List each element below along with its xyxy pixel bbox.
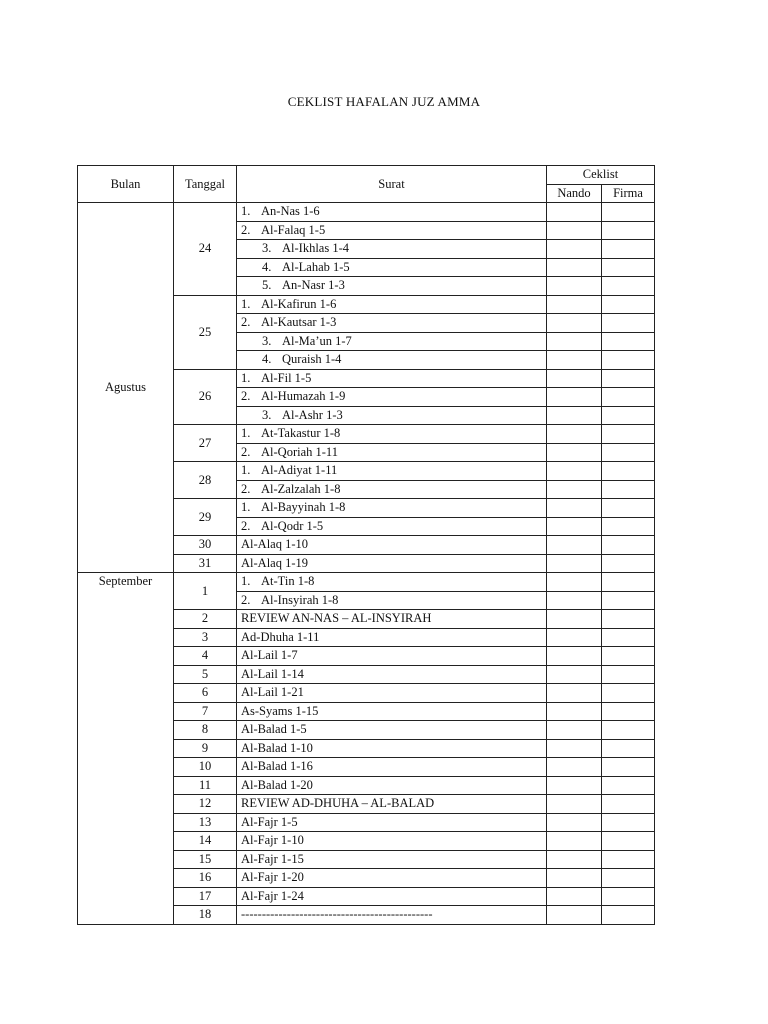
header-tanggal: Tanggal — [174, 166, 237, 203]
check-cell-firma[interactable] — [602, 517, 655, 536]
date-cell: 26 — [174, 369, 237, 425]
document-title: CEKLIST HAFALAN JUZ AMMA — [287, 94, 481, 109]
surah-label: Al-Ma’un 1-7 — [282, 333, 352, 348]
surah-cell — [237, 221, 547, 240]
surah-label: Quraish 1-4 — [282, 352, 342, 367]
date-cell: 29 — [174, 499, 237, 536]
item-number: 2. — [241, 592, 251, 607]
surah-label: Al-Humazah 1-9 — [261, 389, 346, 404]
check-cell-nando[interactable] — [547, 462, 602, 481]
item-number: 1. — [241, 500, 251, 515]
check-cell-firma[interactable] — [602, 813, 655, 832]
check-cell-firma[interactable] — [602, 314, 655, 333]
surah-cell — [237, 406, 547, 425]
check-cell-nando[interactable] — [547, 203, 602, 222]
date-cell: 11 — [174, 776, 237, 795]
surah-cell — [237, 573, 547, 592]
surah-cell — [237, 554, 547, 573]
check-cell-firma[interactable] — [602, 591, 655, 610]
surah-label: Al-Zalzalah 1-8 — [261, 481, 341, 496]
check-cell-firma[interactable] — [602, 887, 655, 906]
surah-cell — [237, 536, 547, 555]
item-number: 3. — [262, 241, 272, 256]
surah-cell — [237, 499, 547, 518]
check-cell-nando[interactable] — [547, 869, 602, 888]
surah-cell — [237, 906, 547, 925]
item-number: 1. — [241, 574, 251, 589]
surah-cell — [237, 684, 547, 703]
check-cell-firma[interactable] — [602, 665, 655, 684]
check-cell-nando[interactable] — [547, 332, 602, 351]
surah-cell — [237, 591, 547, 610]
surah-cell — [237, 462, 547, 481]
surah-cell — [237, 869, 547, 888]
surah-cell — [237, 351, 547, 370]
check-cell-nando[interactable] — [547, 795, 602, 814]
surah-label: Al-Insyirah 1-8 — [261, 592, 339, 607]
check-cell-nando[interactable] — [547, 721, 602, 740]
item-number: 4. — [262, 352, 272, 367]
check-cell-nando[interactable] — [547, 258, 602, 277]
surah-label: Al-Bayyinah 1-8 — [261, 500, 346, 515]
surah-label: Ad-Dhuha 1-11 — [241, 629, 320, 644]
check-cell-firma[interactable] — [602, 628, 655, 647]
check-cell-nando[interactable] — [547, 813, 602, 832]
date-cell: 24 — [174, 203, 237, 296]
check-cell-nando[interactable] — [547, 517, 602, 536]
surah-cell — [237, 647, 547, 666]
check-cell-nando[interactable] — [547, 850, 602, 869]
surah-label: Al-Alaq 1-10 — [241, 537, 308, 552]
surah-cell — [237, 332, 547, 351]
date-cell: 27 — [174, 425, 237, 462]
date-cell: 14 — [174, 832, 237, 851]
check-cell-firma[interactable] — [602, 406, 655, 425]
date-cell: 15 — [174, 850, 237, 869]
check-cell-firma[interactable] — [602, 758, 655, 777]
surah-cell — [237, 628, 547, 647]
surah-cell — [237, 739, 547, 758]
surah-cell — [237, 443, 547, 462]
check-cell-nando[interactable] — [547, 277, 602, 296]
check-cell-nando[interactable] — [547, 369, 602, 388]
surah-label: REVIEW AD-DHUHA – AL-BALAD — [241, 796, 435, 811]
surah-cell — [237, 480, 547, 499]
check-cell-nando[interactable] — [547, 351, 602, 370]
item-number: 3. — [262, 333, 272, 348]
check-cell-firma[interactable] — [602, 610, 655, 629]
surah-cell — [237, 388, 547, 407]
surah-label: Al-Ashr 1-3 — [282, 407, 343, 422]
check-cell-nando[interactable] — [547, 425, 602, 444]
header-ceklist: Ceklist — [547, 166, 655, 185]
check-cell-firma[interactable] — [602, 203, 655, 222]
check-cell-firma[interactable] — [602, 573, 655, 592]
item-number: 1. — [241, 463, 251, 478]
check-cell-nando[interactable] — [547, 665, 602, 684]
surah-label: At-Takastur 1-8 — [261, 426, 341, 441]
check-cell-firma[interactable] — [602, 647, 655, 666]
date-cell: 3 — [174, 628, 237, 647]
check-cell-firma[interactable] — [602, 351, 655, 370]
check-cell-nando[interactable] — [547, 628, 602, 647]
surah-cell — [237, 258, 547, 277]
table-body — [78, 203, 655, 925]
checklist-table — [77, 165, 655, 925]
check-cell-firma[interactable] — [602, 480, 655, 499]
check-cell-nando[interactable] — [547, 647, 602, 666]
check-cell-firma[interactable] — [602, 832, 655, 851]
surah-label: Al-Kafirun 1-6 — [261, 296, 337, 311]
check-cell-nando[interactable] — [547, 591, 602, 610]
header-nando: Nando — [547, 184, 602, 203]
surah-label: Al-Alaq 1-19 — [241, 555, 308, 570]
surah-label: Al-Lail 1-7 — [241, 648, 298, 663]
item-number: 1. — [241, 204, 251, 219]
table-row — [78, 203, 655, 222]
check-cell-nando[interactable] — [547, 221, 602, 240]
date-cell: 1 — [174, 573, 237, 610]
check-cell-firma[interactable] — [602, 295, 655, 314]
check-cell-firma[interactable] — [602, 499, 655, 518]
surah-cell — [237, 721, 547, 740]
surah-cell — [237, 776, 547, 795]
surah-label: Al-Ikhlas 1-4 — [282, 241, 349, 256]
surah-cell — [237, 517, 547, 536]
date-cell: 9 — [174, 739, 237, 758]
check-cell-nando[interactable] — [547, 832, 602, 851]
check-cell-firma[interactable] — [602, 221, 655, 240]
check-cell-nando[interactable] — [547, 295, 602, 314]
month-cell: September — [78, 573, 174, 925]
surah-cell — [237, 425, 547, 444]
surah-cell — [237, 295, 547, 314]
date-cell: 2 — [174, 610, 237, 629]
surah-label: At-Tin 1-8 — [261, 574, 315, 589]
date-cell: 17 — [174, 887, 237, 906]
check-cell-firma[interactable] — [602, 388, 655, 407]
surah-cell — [237, 369, 547, 388]
surah-label: Al-Adiyat 1-11 — [261, 463, 338, 478]
surah-cell — [237, 887, 547, 906]
surah-label: Al-Qoriah 1-11 — [261, 444, 338, 459]
check-cell-firma[interactable] — [602, 425, 655, 444]
surah-label: Al-Fil 1-5 — [261, 370, 312, 385]
surah-cell — [237, 277, 547, 296]
surah-label: Al-Kautsar 1-3 — [261, 315, 337, 330]
header-bulan: Bulan — [78, 166, 174, 203]
check-cell-firma[interactable] — [602, 536, 655, 555]
check-cell-nando[interactable] — [547, 443, 602, 462]
surah-label: Al-Fajr 1-24 — [241, 888, 304, 903]
date-cell: 31 — [174, 554, 237, 573]
item-number: 2. — [241, 518, 251, 533]
check-cell-firma[interactable] — [602, 702, 655, 721]
surah-label: Al-Fajr 1-15 — [241, 851, 304, 866]
item-number: 5. — [262, 278, 272, 293]
check-cell-nando[interactable] — [547, 499, 602, 518]
surah-label: Al-Lahab 1-5 — [282, 259, 350, 274]
check-cell-firma[interactable] — [602, 721, 655, 740]
header-surat: Surat — [237, 166, 547, 203]
surah-label: Al-Balad 1-16 — [241, 759, 313, 774]
check-cell-nando[interactable] — [547, 702, 602, 721]
surah-label: Al-Lail 1-21 — [241, 685, 304, 700]
check-cell-firma[interactable] — [602, 795, 655, 814]
surah-cell — [237, 240, 547, 259]
check-cell-nando[interactable] — [547, 480, 602, 499]
check-cell-nando[interactable] — [547, 739, 602, 758]
date-cell: 18 — [174, 906, 237, 925]
header-firma: Firma — [602, 184, 655, 203]
surah-cell — [237, 314, 547, 333]
date-cell: 30 — [174, 536, 237, 555]
check-cell-firma[interactable] — [602, 332, 655, 351]
check-cell-nando[interactable] — [547, 610, 602, 629]
check-cell-firma[interactable] — [602, 869, 655, 888]
date-cell: 13 — [174, 813, 237, 832]
surah-label: An-Nasr 1-3 — [282, 278, 345, 293]
check-cell-firma[interactable] — [602, 277, 655, 296]
item-number: 2. — [241, 315, 251, 330]
date-cell: 16 — [174, 869, 237, 888]
check-cell-nando[interactable] — [547, 388, 602, 407]
date-cell: 6 — [174, 684, 237, 703]
item-number: 2. — [241, 481, 251, 496]
surah-label: Al-Fajr 1-20 — [241, 870, 304, 885]
check-cell-firma[interactable] — [602, 739, 655, 758]
check-cell-nando[interactable] — [547, 536, 602, 555]
month-cell: Agustus — [78, 203, 174, 573]
check-cell-firma[interactable] — [602, 462, 655, 481]
check-cell-firma[interactable] — [602, 850, 655, 869]
item-number: 3. — [262, 407, 272, 422]
surah-cell — [237, 203, 547, 222]
surah-label: Al-Balad 1-10 — [241, 740, 313, 755]
surah-label: As-Syams 1-15 — [241, 703, 319, 718]
check-cell-nando[interactable] — [547, 906, 602, 925]
check-cell-firma[interactable] — [602, 240, 655, 259]
item-number: 4. — [262, 259, 272, 274]
surah-cell — [237, 795, 547, 814]
header-row — [78, 166, 655, 185]
surah-cell — [237, 702, 547, 721]
surah-label: An-Nas 1-6 — [261, 204, 320, 219]
check-cell-firma[interactable] — [602, 443, 655, 462]
surah-label: Al-Falaq 1-5 — [261, 222, 326, 237]
item-number: 2. — [241, 389, 251, 404]
check-cell-nando[interactable] — [547, 684, 602, 703]
surah-label: Al-Lail 1-14 — [241, 666, 304, 681]
item-number: 1. — [241, 296, 251, 311]
item-number: 2. — [241, 444, 251, 459]
date-cell: 7 — [174, 702, 237, 721]
date-cell: 5 — [174, 665, 237, 684]
check-cell-nando[interactable] — [547, 314, 602, 333]
surah-label: Al-Fajr 1-10 — [241, 833, 304, 848]
surah-cell — [237, 610, 547, 629]
check-cell-nando[interactable] — [547, 240, 602, 259]
check-cell-firma[interactable] — [602, 554, 655, 573]
check-cell-nando[interactable] — [547, 887, 602, 906]
date-cell: 12 — [174, 795, 237, 814]
item-number: 1. — [241, 370, 251, 385]
check-cell-nando[interactable] — [547, 573, 602, 592]
item-number: 1. — [241, 426, 251, 441]
date-cell: 8 — [174, 721, 237, 740]
date-cell: 25 — [174, 295, 237, 369]
date-cell: 4 — [174, 647, 237, 666]
surah-cell — [237, 665, 547, 684]
item-number: 2. — [241, 222, 251, 237]
surah-cell — [237, 813, 547, 832]
check-cell-firma[interactable] — [602, 776, 655, 795]
check-cell-firma[interactable] — [602, 258, 655, 277]
check-cell-nando[interactable] — [547, 776, 602, 795]
surah-label: REVIEW AN-NAS – AL-INSYIRAH — [241, 611, 432, 626]
check-cell-firma[interactable] — [602, 369, 655, 388]
surah-label: Al-Balad 1-5 — [241, 722, 307, 737]
surah-label: Al-Balad 1-20 — [241, 777, 313, 792]
date-cell: 10 — [174, 758, 237, 777]
check-cell-nando[interactable] — [547, 554, 602, 573]
check-cell-firma[interactable] — [602, 906, 655, 925]
check-cell-nando[interactable] — [547, 406, 602, 425]
surah-label: Al-Fajr 1-5 — [241, 814, 298, 829]
surah-label: Al-Qodr 1-5 — [261, 518, 324, 533]
surah-cell — [237, 850, 547, 869]
date-cell: 28 — [174, 462, 237, 499]
check-cell-nando[interactable] — [547, 758, 602, 777]
surah-label: ---------------------------------------------- — [241, 907, 433, 922]
surah-cell — [237, 758, 547, 777]
surah-cell — [237, 832, 547, 851]
check-cell-firma[interactable] — [602, 684, 655, 703]
table-row — [78, 573, 655, 592]
